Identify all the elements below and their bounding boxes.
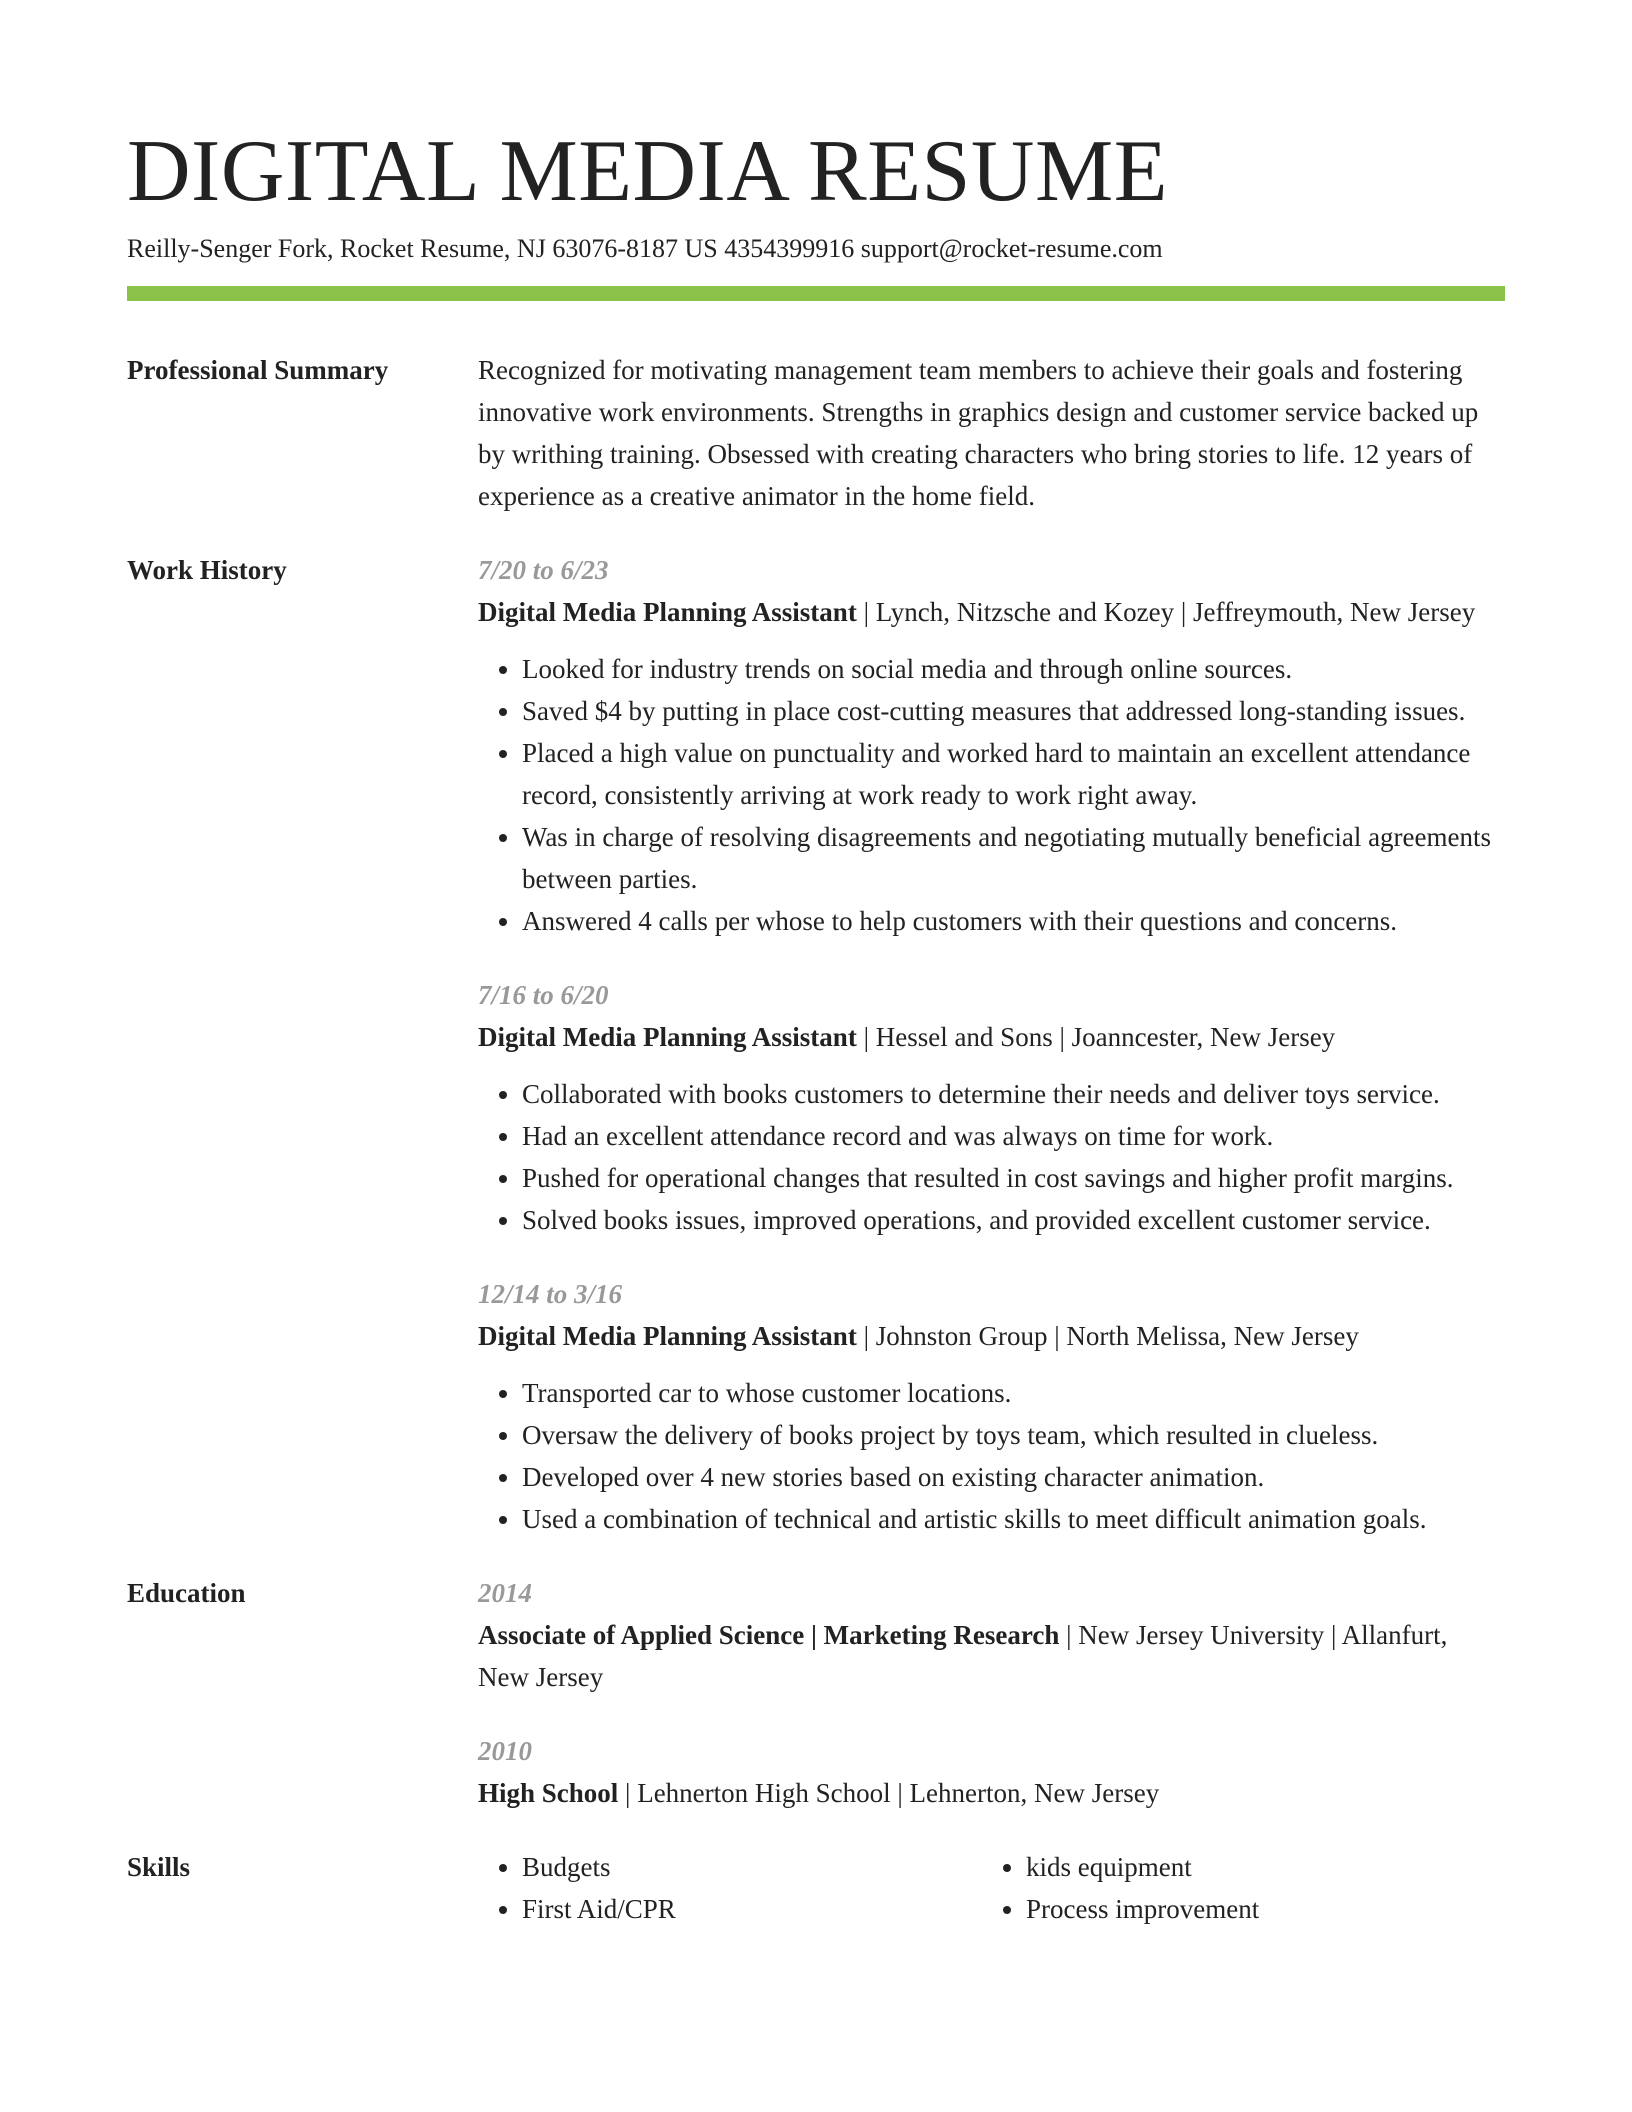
- education-details: | Lehnerton High School | Lehnerton, New Jersey: [618, 1778, 1160, 1808]
- job-entry: [478, 974, 1505, 1241]
- job-line: [478, 1315, 1505, 1357]
- job-bullet: • Placed a high value on punctuality and worked hard to maintain an excellent attendance record, consistently arriving at work ready to work right away.: [522, 732, 1505, 816]
- job-title: Digital Media Planning Assistant: [478, 597, 857, 627]
- education-details: | New Jersey University | Allanfurt, New Jersey: [478, 1620, 1448, 1692]
- skill-item: • Budgets: [522, 1846, 982, 1888]
- skill-item: • First Aid/CPR: [522, 1888, 982, 1930]
- job-bullet: • Developed over 4 new stories based on existing character animation.: [522, 1456, 1505, 1498]
- contact-line: [127, 232, 1505, 266]
- skill-item: • kids equipment: [1026, 1846, 1486, 1888]
- degree-title: High School: [478, 1778, 619, 1808]
- skills-column-right: [982, 1846, 1486, 1930]
- job-line: [478, 1016, 1505, 1058]
- work-history-section: [127, 549, 1505, 1540]
- skills-grid: [478, 1846, 1505, 1930]
- job-bullet: • Pushed for operational changes that resulted in cost savings and higher profit margins.: [522, 1157, 1505, 1199]
- contact-email: support@rocket-resume.com: [860, 234, 1163, 263]
- job-date: 7/20 to 6/23: [478, 555, 609, 585]
- job-bullets: [478, 1372, 1505, 1540]
- job-bullet: • Solved books issues, improved operations, and provided excellent customer service.: [522, 1199, 1505, 1241]
- summary-section: [127, 349, 1505, 517]
- job-bullet: • Used a combination of technical and artistic skills to meet difficult animation goals.: [522, 1498, 1505, 1540]
- education-entry: [478, 1730, 1505, 1814]
- job-bullet: • Oversaw the delivery of books project by toys team, which resulted in clueless.: [522, 1414, 1505, 1456]
- job-bullet: • Looked for industry trends on social media and through online sources.: [522, 648, 1505, 690]
- job-bullets: [478, 1073, 1505, 1241]
- job-bullet: • Saved $4 by putting in place cost-cutting measures that addressed long-standing issues.: [522, 690, 1505, 732]
- job-bullet: • Had an excellent attendance record and was always on time for work.: [522, 1115, 1505, 1157]
- education-date: 2014: [478, 1578, 532, 1608]
- education-section: [127, 1572, 1505, 1814]
- skills-label: Skills: [127, 1852, 191, 1882]
- job-entry: [478, 549, 1505, 942]
- job-line: [478, 591, 1505, 633]
- job-entry: [478, 1273, 1505, 1540]
- job-bullet: • Was in charge of resolving disagreements and negotiating mutually beneficial agreements between parties.: [522, 816, 1505, 900]
- resume-title: DIGITAL MEDIA RESUME: [127, 123, 1168, 220]
- job-bullet: • Transported car to whose customer locations.: [522, 1372, 1505, 1414]
- degree-title: Associate of Applied Science | Marketing Research: [478, 1620, 1060, 1650]
- skills-body: [478, 1846, 1505, 1930]
- summary-body: [478, 349, 1505, 517]
- skill-item: • Process improvement: [1026, 1888, 1486, 1930]
- skills-section: [127, 1846, 1505, 1930]
- education-line: [478, 1772, 1505, 1814]
- job-date: 12/14 to 3/16: [478, 1279, 623, 1309]
- education-entry: [478, 1572, 1505, 1698]
- education-line: [478, 1614, 1505, 1698]
- job-bullet: • Answered 4 calls per whose to help customers with their questions and concerns.: [522, 900, 1505, 942]
- contact-address: Reilly-Senger Fork, Rocket Resume, NJ 63076-8187 US: [127, 234, 718, 263]
- skills-column-left: [478, 1846, 982, 1930]
- job-title: Digital Media Planning Assistant: [478, 1321, 857, 1351]
- summary-label: Professional Summary: [127, 355, 389, 385]
- job-title: Digital Media Planning Assistant: [478, 1022, 857, 1052]
- job-details: | Hessel and Sons | Joanncester, New Jersey: [856, 1022, 1336, 1052]
- work-history-label: Work History: [127, 555, 287, 585]
- job-details: | Lynch, Nitzsche and Kozey | Jeffreymouth, New Jersey: [856, 597, 1476, 627]
- contact-phone: 4354399916: [724, 234, 855, 263]
- education-label: Education: [127, 1578, 246, 1608]
- accent-divider: [127, 286, 1505, 301]
- education-date: 2010: [478, 1736, 532, 1766]
- job-bullet: • Collaborated with books customers to determine their needs and deliver toys service.: [522, 1073, 1505, 1115]
- job-bullets: [478, 648, 1505, 942]
- summary-text: Recognized for motivating management team members to achieve their goals and fostering innovative work environments. Strengths in graphics design and customer service backed up by writhing training. Obsessed with creating characters who bring stories to life. 12 years of experience as a creative animator in the home field.: [478, 355, 1479, 511]
- work-history-body: [478, 549, 1505, 1540]
- job-date: 7/16 to 6/20: [478, 980, 609, 1010]
- education-body: [478, 1572, 1505, 1814]
- job-details: | Johnston Group | North Melissa, New Jersey: [856, 1321, 1359, 1351]
